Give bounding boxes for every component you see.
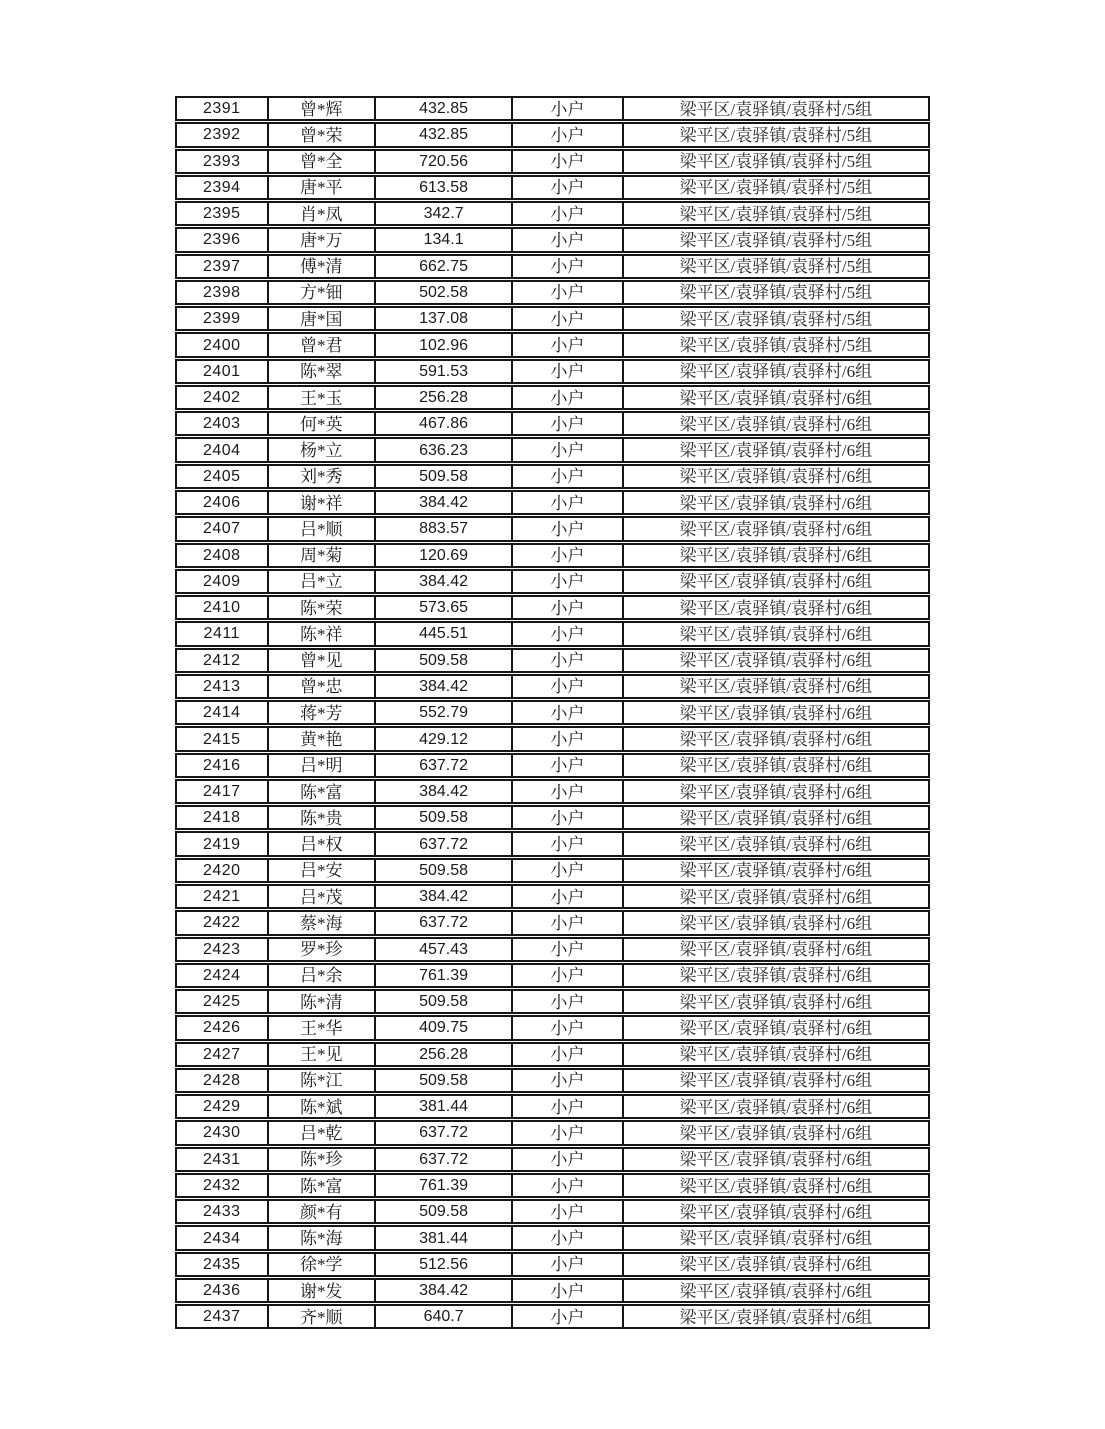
cell-serial-number: 2419 <box>202 835 241 853</box>
cell-location: 梁平区/袁驿镇/袁驿村/6组 <box>622 1096 928 1117</box>
cell-person-name: 陈*翠 <box>267 361 374 382</box>
cell-household-type: 小户 <box>511 650 621 671</box>
cell-location: 梁平区/袁驿镇/袁驿村/6组 <box>622 755 928 776</box>
cell-serial-number: 2400 <box>202 336 241 354</box>
cell-household-type: 小户 <box>511 1227 621 1248</box>
cell-amount: 102.96 <box>374 334 511 355</box>
table-row <box>175 122 930 147</box>
cell-location: 梁平区/袁驿镇/袁驿村/6组 <box>622 1306 928 1327</box>
cell-person-name: 陈*富 <box>267 781 374 802</box>
cell-location: 梁平区/袁驿镇/袁驿村/6组 <box>622 466 928 487</box>
cell-amount: 256.28 <box>374 387 511 408</box>
table-row <box>175 1278 930 1303</box>
cell-amount: 509.58 <box>374 650 511 671</box>
cell-household-type: 小户 <box>511 912 621 933</box>
cell-household-type: 小户 <box>511 597 621 618</box>
cell-amount: 384.42 <box>374 676 511 697</box>
cell-amount: 134.1 <box>374 229 511 250</box>
cell-person-name: 陈*富 <box>267 1175 374 1196</box>
cell-serial-number: 2392 <box>202 126 241 144</box>
table-row <box>175 149 930 174</box>
table-row <box>175 884 930 909</box>
cell-person-name: 黄*艳 <box>267 728 374 749</box>
cell-household-type: 小户 <box>511 1306 621 1327</box>
cell-person-name: 曾*全 <box>267 151 374 172</box>
cell-location: 梁平区/袁驿镇/袁驿村/6组 <box>622 1227 928 1248</box>
table-row <box>175 516 930 541</box>
cell-serial-number: 2417 <box>202 783 241 801</box>
cell-household-type: 小户 <box>511 98 621 119</box>
cell-amount: 761.39 <box>374 965 511 986</box>
cell-location: 梁平区/袁驿镇/袁驿村/6组 <box>622 413 928 434</box>
cell-location: 梁平区/袁驿镇/袁驿村/6组 <box>622 939 928 960</box>
cell-person-name: 吕*立 <box>267 571 374 592</box>
cell-amount: 120.69 <box>374 545 511 566</box>
table-row <box>175 963 930 988</box>
cell-amount: 384.42 <box>374 1280 511 1301</box>
cell-location: 梁平区/袁驿镇/袁驿村/6组 <box>622 1122 928 1143</box>
cell-household-type: 小户 <box>511 965 621 986</box>
cell-person-name: 曾*荣 <box>267 124 374 145</box>
cell-household-type: 小户 <box>511 124 621 145</box>
table-row <box>175 595 930 620</box>
cell-person-name: 徐*学 <box>267 1254 374 1275</box>
cell-serial-number: 2433 <box>202 1203 241 1221</box>
cell-serial-number: 2412 <box>202 651 241 669</box>
cell-person-name: 周*菊 <box>267 545 374 566</box>
cell-person-name: 杨*立 <box>267 439 374 460</box>
cell-location: 梁平区/袁驿镇/袁驿村/6组 <box>622 597 928 618</box>
table-row <box>175 280 930 305</box>
cell-amount: 720.56 <box>374 151 511 172</box>
cell-household-type: 小户 <box>511 1044 621 1065</box>
table-row <box>175 621 930 646</box>
cell-amount: 384.42 <box>374 886 511 907</box>
cell-serial-number: 2432 <box>202 1177 241 1195</box>
cell-amount: 637.72 <box>374 1122 511 1143</box>
cell-serial-number: 2429 <box>202 1098 241 1116</box>
cell-household-type: 小户 <box>511 833 621 854</box>
cell-location: 梁平区/袁驿镇/袁驿村/6组 <box>622 860 928 881</box>
cell-amount: 509.58 <box>374 860 511 881</box>
cell-household-type: 小户 <box>511 439 621 460</box>
cell-serial-number: 2408 <box>202 546 241 564</box>
table-row <box>175 359 930 384</box>
cell-amount: 552.79 <box>374 702 511 723</box>
cell-person-name: 陈*海 <box>267 1227 374 1248</box>
cell-household-type: 小户 <box>511 1122 621 1143</box>
cell-serial-number: 2431 <box>202 1150 241 1168</box>
cell-person-name: 谢*祥 <box>267 492 374 513</box>
cell-household-type: 小户 <box>511 361 621 382</box>
cell-location: 梁平区/袁驿镇/袁驿村/6组 <box>622 676 928 697</box>
cell-person-name: 蔡*海 <box>267 912 374 933</box>
cell-location: 梁平区/袁驿镇/袁驿村/5组 <box>622 98 928 119</box>
cell-person-name: 颜*有 <box>267 1201 374 1222</box>
table-row <box>175 227 930 252</box>
cell-location: 梁平区/袁驿镇/袁驿村/6组 <box>622 912 928 933</box>
table-row <box>175 648 930 673</box>
cell-serial-number: 2394 <box>202 178 241 196</box>
cell-household-type: 小户 <box>511 623 621 644</box>
cell-amount: 381.44 <box>374 1096 511 1117</box>
cell-amount: 512.56 <box>374 1254 511 1275</box>
cell-serial-number: 2399 <box>202 310 241 328</box>
cell-location: 梁平区/袁驿镇/袁驿村/6组 <box>622 1017 928 1038</box>
cell-person-name: 吕*权 <box>267 833 374 854</box>
cell-serial-number: 2397 <box>202 257 241 275</box>
cell-person-name: 蒋*芳 <box>267 702 374 723</box>
cell-person-name: 曾*辉 <box>267 98 374 119</box>
cell-household-type: 小户 <box>511 1149 621 1170</box>
cell-amount: 342.7 <box>374 203 511 224</box>
cell-amount: 137.08 <box>374 308 511 329</box>
table-row <box>175 306 930 331</box>
cell-serial-number: 2435 <box>202 1255 241 1273</box>
cell-amount: 429.12 <box>374 728 511 749</box>
cell-person-name: 陈*珍 <box>267 1149 374 1170</box>
cell-location: 梁平区/袁驿镇/袁驿村/6组 <box>622 1201 928 1222</box>
cell-serial-number: 2428 <box>202 1071 241 1089</box>
cell-household-type: 小户 <box>511 1096 621 1117</box>
cell-amount: 445.51 <box>374 623 511 644</box>
table-row <box>175 910 930 935</box>
cell-household-type: 小户 <box>511 203 621 224</box>
cell-location: 梁平区/袁驿镇/袁驿村/6组 <box>622 781 928 802</box>
cell-serial-number: 2401 <box>202 362 241 380</box>
cell-household-type: 小户 <box>511 939 621 960</box>
cell-serial-number: 2426 <box>202 1019 241 1037</box>
cell-household-type: 小户 <box>511 886 621 907</box>
cell-person-name: 唐*平 <box>267 177 374 198</box>
cell-amount: 883.57 <box>374 518 511 539</box>
table-row <box>175 1094 930 1119</box>
cell-amount: 467.86 <box>374 413 511 434</box>
cell-household-type: 小户 <box>511 518 621 539</box>
cell-person-name: 唐*国 <box>267 308 374 329</box>
cell-household-type: 小户 <box>511 702 621 723</box>
cell-person-name: 吕*顺 <box>267 518 374 539</box>
cell-household-type: 小户 <box>511 1280 621 1301</box>
cell-location: 梁平区/袁驿镇/袁驿村/5组 <box>622 334 928 355</box>
cell-household-type: 小户 <box>511 1254 621 1275</box>
cell-amount: 409.75 <box>374 1017 511 1038</box>
cell-location: 梁平区/袁驿镇/袁驿村/5组 <box>622 177 928 198</box>
cell-location: 梁平区/袁驿镇/袁驿村/5组 <box>622 203 928 224</box>
cell-serial-number: 2407 <box>202 520 241 538</box>
cell-amount: 509.58 <box>374 466 511 487</box>
table-row <box>175 385 930 410</box>
cell-household-type: 小户 <box>511 308 621 329</box>
table-row <box>175 805 930 830</box>
cell-location: 梁平区/袁驿镇/袁驿村/6组 <box>622 492 928 513</box>
cell-household-type: 小户 <box>511 177 621 198</box>
cell-location: 梁平区/袁驿镇/袁驿村/6组 <box>622 1254 928 1275</box>
cell-person-name: 曾*忠 <box>267 676 374 697</box>
cell-household-type: 小户 <box>511 755 621 776</box>
cell-household-type: 小户 <box>511 571 621 592</box>
cell-location: 梁平区/袁驿镇/袁驿村/6组 <box>622 1070 928 1091</box>
cell-serial-number: 2418 <box>202 809 241 827</box>
cell-serial-number: 2402 <box>202 389 241 407</box>
cell-amount: 509.58 <box>374 807 511 828</box>
cell-serial-number: 2424 <box>202 966 241 984</box>
table-row <box>175 569 930 594</box>
cell-serial-number: 2398 <box>202 283 241 301</box>
table-row <box>175 674 930 699</box>
table-row <box>175 831 930 856</box>
cell-serial-number: 2406 <box>202 494 241 512</box>
table-row <box>175 937 930 962</box>
cell-amount: 637.72 <box>374 1149 511 1170</box>
cell-person-name: 谢*发 <box>267 1280 374 1301</box>
cell-person-name: 吕*余 <box>267 965 374 986</box>
cell-location: 梁平区/袁驿镇/袁驿村/6组 <box>622 702 928 723</box>
cell-person-name: 曾*君 <box>267 334 374 355</box>
cell-household-type: 小户 <box>511 781 621 802</box>
cell-serial-number: 2413 <box>202 677 241 695</box>
cell-location: 梁平区/袁驿镇/袁驿村/6组 <box>622 571 928 592</box>
cell-serial-number: 2391 <box>202 100 241 118</box>
cell-person-name: 傅*清 <box>267 256 374 277</box>
cell-household-type: 小户 <box>511 991 621 1012</box>
cell-household-type: 小户 <box>511 256 621 277</box>
cell-location: 梁平区/袁驿镇/袁驿村/6组 <box>622 833 928 854</box>
cell-location: 梁平区/袁驿镇/袁驿村/5组 <box>622 308 928 329</box>
cell-location: 梁平区/袁驿镇/袁驿村/5组 <box>622 124 928 145</box>
table-row <box>175 201 930 226</box>
cell-serial-number: 2423 <box>202 940 241 958</box>
cell-serial-number: 2420 <box>202 861 241 879</box>
table-row <box>175 753 930 778</box>
cell-household-type: 小户 <box>511 282 621 303</box>
cell-household-type: 小户 <box>511 387 621 408</box>
table-row <box>175 989 930 1014</box>
cell-amount: 457.43 <box>374 939 511 960</box>
cell-serial-number: 2427 <box>202 1045 241 1063</box>
cell-amount: 637.72 <box>374 912 511 933</box>
cell-amount: 761.39 <box>374 1175 511 1196</box>
cell-location: 梁平区/袁驿镇/袁驿村/6组 <box>622 728 928 749</box>
cell-serial-number: 2436 <box>202 1282 241 1300</box>
cell-amount: 502.58 <box>374 282 511 303</box>
cell-amount: 591.53 <box>374 361 511 382</box>
cell-location: 梁平区/袁驿镇/袁驿村/5组 <box>622 229 928 250</box>
cell-location: 梁平区/袁驿镇/袁驿村/6组 <box>622 807 928 828</box>
table-row <box>175 332 930 357</box>
cell-household-type: 小户 <box>511 807 621 828</box>
cell-amount: 509.58 <box>374 991 511 1012</box>
table-row <box>175 254 930 279</box>
cell-location: 梁平区/袁驿镇/袁驿村/6组 <box>622 1280 928 1301</box>
cell-household-type: 小户 <box>511 466 621 487</box>
cell-household-type: 小户 <box>511 229 621 250</box>
cell-serial-number: 2422 <box>202 914 241 932</box>
cell-household-type: 小户 <box>511 492 621 513</box>
table-row <box>175 700 930 725</box>
table-row <box>175 1042 930 1067</box>
cell-amount: 384.42 <box>374 781 511 802</box>
cell-location: 梁平区/袁驿镇/袁驿村/6组 <box>622 1149 928 1170</box>
cell-location: 梁平区/袁驿镇/袁驿村/6组 <box>622 623 928 644</box>
cell-amount: 613.58 <box>374 177 511 198</box>
cell-serial-number: 2405 <box>202 467 241 485</box>
cell-person-name: 王*玉 <box>267 387 374 408</box>
cell-serial-number: 2396 <box>202 231 241 249</box>
cell-amount: 384.42 <box>374 571 511 592</box>
cell-serial-number: 2404 <box>202 441 241 459</box>
cell-location: 梁平区/袁驿镇/袁驿村/6组 <box>622 991 928 1012</box>
cell-location: 梁平区/袁驿镇/袁驿村/6组 <box>622 886 928 907</box>
cell-household-type: 小户 <box>511 1201 621 1222</box>
cell-amount: 640.7 <box>374 1306 511 1327</box>
cell-location: 梁平区/袁驿镇/袁驿村/6组 <box>622 1175 928 1196</box>
cell-household-type: 小户 <box>511 860 621 881</box>
cell-household-type: 小户 <box>511 413 621 434</box>
cell-serial-number: 2437 <box>202 1308 241 1326</box>
cell-serial-number: 2430 <box>202 1124 241 1142</box>
cell-location: 梁平区/袁驿镇/袁驿村/6组 <box>622 650 928 671</box>
cell-serial-number: 2403 <box>202 415 241 433</box>
cell-location: 梁平区/袁驿镇/袁驿村/6组 <box>622 518 928 539</box>
table-row <box>175 490 930 515</box>
cell-amount: 381.44 <box>374 1227 511 1248</box>
cell-person-name: 罗*珍 <box>267 939 374 960</box>
cell-serial-number: 2415 <box>202 730 241 748</box>
table-row <box>175 1252 930 1277</box>
cell-person-name: 刘*秀 <box>267 466 374 487</box>
cell-amount: 573.65 <box>374 597 511 618</box>
table-row <box>175 779 930 804</box>
cell-location: 梁平区/袁驿镇/袁驿村/5组 <box>622 151 928 172</box>
cell-serial-number: 2409 <box>202 572 241 590</box>
cell-amount: 662.75 <box>374 256 511 277</box>
cell-amount: 509.58 <box>374 1201 511 1222</box>
cell-amount: 637.72 <box>374 755 511 776</box>
cell-household-type: 小户 <box>511 1017 621 1038</box>
cell-person-name: 陈*祥 <box>267 623 374 644</box>
table-row <box>175 437 930 462</box>
cell-amount: 432.85 <box>374 98 511 119</box>
table-row <box>175 858 930 883</box>
cell-serial-number: 2411 <box>203 625 240 643</box>
cell-amount: 509.58 <box>374 1070 511 1091</box>
data-table <box>175 96 930 1329</box>
cell-location: 梁平区/袁驿镇/袁驿村/5组 <box>622 282 928 303</box>
cell-amount: 432.85 <box>374 124 511 145</box>
table-row <box>175 175 930 200</box>
table-row <box>175 96 930 121</box>
cell-household-type: 小户 <box>511 728 621 749</box>
cell-location: 梁平区/袁驿镇/袁驿村/6组 <box>622 545 928 566</box>
table-row <box>175 464 930 489</box>
cell-household-type: 小户 <box>511 1070 621 1091</box>
cell-person-name: 王*华 <box>267 1017 374 1038</box>
cell-serial-number: 2416 <box>202 756 241 774</box>
cell-serial-number: 2410 <box>202 599 241 617</box>
cell-person-name: 陈*荣 <box>267 597 374 618</box>
cell-household-type: 小户 <box>511 334 621 355</box>
cell-household-type: 小户 <box>511 1175 621 1196</box>
cell-location: 梁平区/袁驿镇/袁驿村/6组 <box>622 965 928 986</box>
cell-location: 梁平区/袁驿镇/袁驿村/6组 <box>622 387 928 408</box>
cell-serial-number: 2395 <box>202 205 241 223</box>
cell-person-name: 唐*万 <box>267 229 374 250</box>
cell-household-type: 小户 <box>511 676 621 697</box>
cell-person-name: 方*钿 <box>267 282 374 303</box>
table-row <box>175 1173 930 1198</box>
cell-amount: 637.72 <box>374 833 511 854</box>
cell-person-name: 肖*凤 <box>267 203 374 224</box>
cell-household-type: 小户 <box>511 151 621 172</box>
cell-location: 梁平区/袁驿镇/袁驿村/6组 <box>622 1044 928 1065</box>
table-row <box>175 411 930 436</box>
cell-person-name: 陈*江 <box>267 1070 374 1091</box>
table-row <box>175 726 930 751</box>
cell-person-name: 陈*斌 <box>267 1096 374 1117</box>
cell-serial-number: 2414 <box>202 704 241 722</box>
table-row <box>175 1068 930 1093</box>
cell-location: 梁平区/袁驿镇/袁驿村/6组 <box>622 439 928 460</box>
cell-location: 梁平区/袁驿镇/袁驿村/5组 <box>622 256 928 277</box>
cell-serial-number: 2393 <box>202 152 241 170</box>
table-row <box>175 1225 930 1250</box>
table-row <box>175 1304 930 1329</box>
cell-serial-number: 2421 <box>202 888 241 906</box>
cell-serial-number: 2425 <box>202 993 241 1011</box>
cell-amount: 256.28 <box>374 1044 511 1065</box>
cell-person-name: 吕*茂 <box>267 886 374 907</box>
cell-location: 梁平区/袁驿镇/袁驿村/6组 <box>622 361 928 382</box>
cell-person-name: 陈*清 <box>267 991 374 1012</box>
cell-person-name: 陈*贵 <box>267 807 374 828</box>
cell-person-name: 曾*见 <box>267 650 374 671</box>
cell-household-type: 小户 <box>511 545 621 566</box>
cell-amount: 384.42 <box>374 492 511 513</box>
cell-person-name: 吕*明 <box>267 755 374 776</box>
table-row <box>175 543 930 568</box>
cell-person-name: 王*见 <box>267 1044 374 1065</box>
table-row <box>175 1147 930 1172</box>
table-row <box>175 1015 930 1040</box>
cell-person-name: 吕*乾 <box>267 1122 374 1143</box>
table-row <box>175 1120 930 1145</box>
cell-person-name: 何*英 <box>267 413 374 434</box>
cell-amount: 636.23 <box>374 439 511 460</box>
cell-person-name: 吕*安 <box>267 860 374 881</box>
table-row <box>175 1199 930 1224</box>
cell-serial-number: 2434 <box>202 1229 241 1247</box>
cell-person-name: 齐*顺 <box>267 1306 374 1327</box>
